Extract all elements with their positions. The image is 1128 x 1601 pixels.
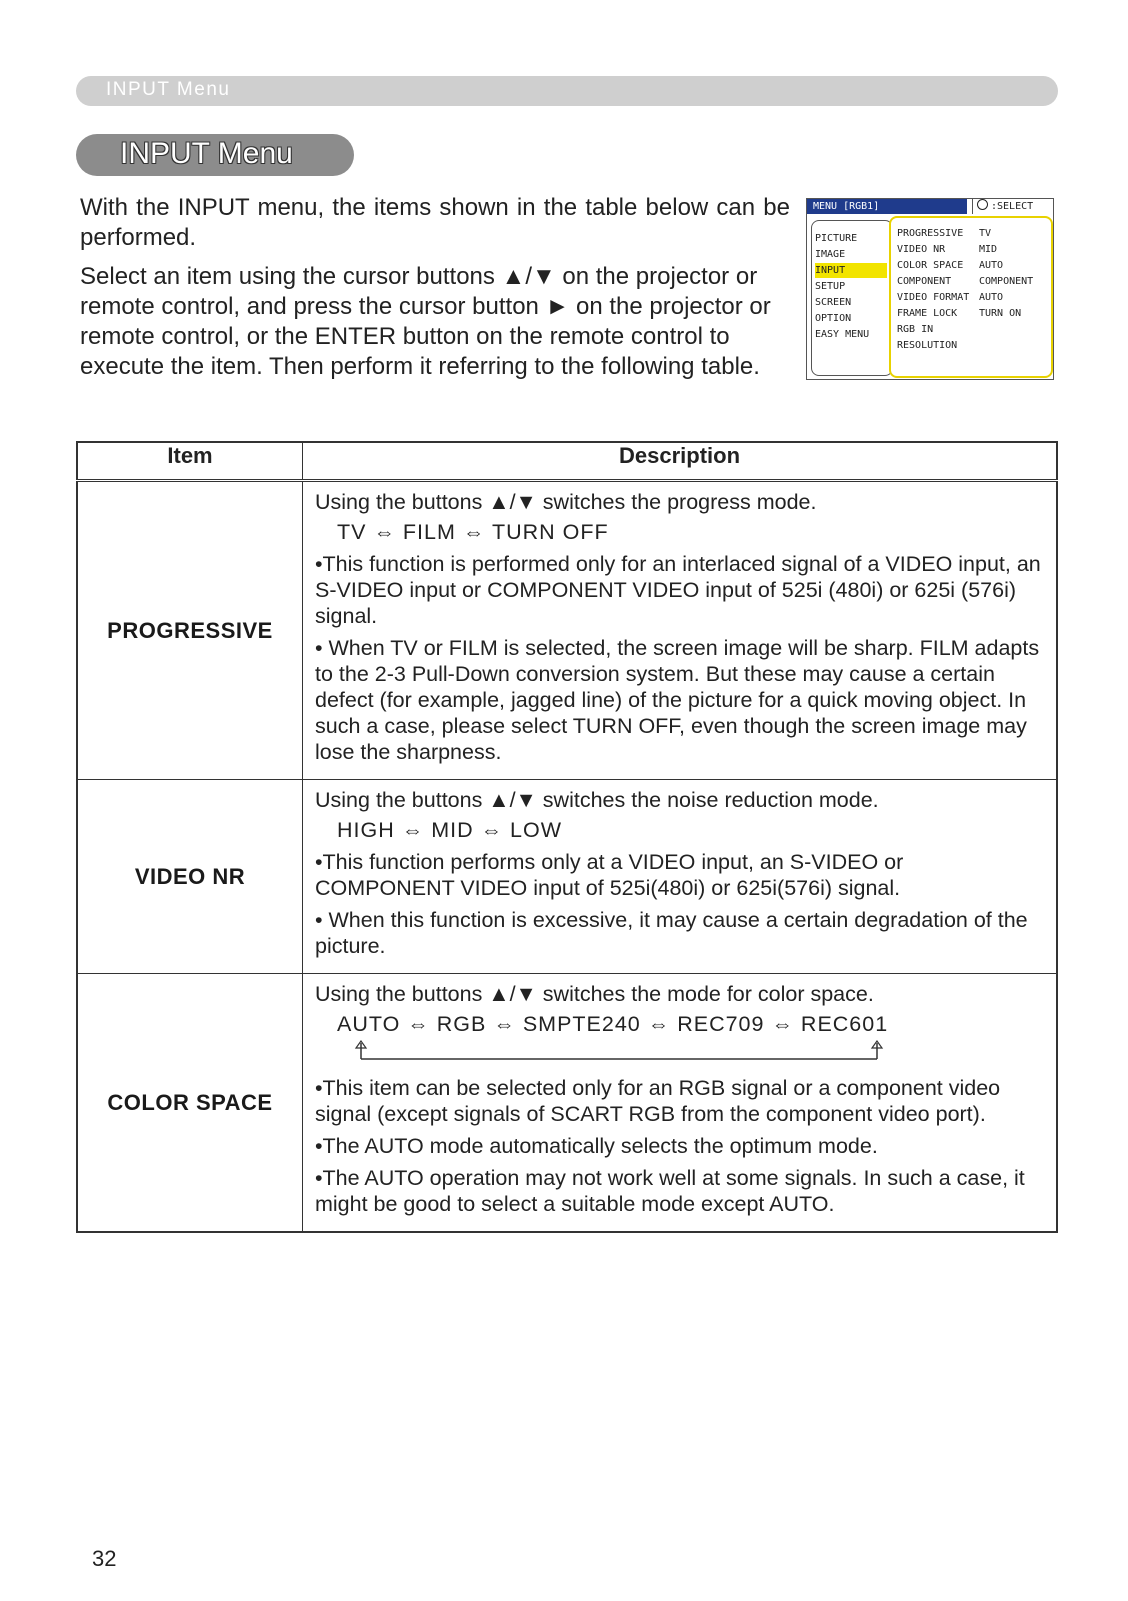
description-note: •The AUTO mode automatically selects the optimum mode. <box>315 1134 878 1158</box>
osd-submenu-panel <box>889 216 1053 378</box>
section-header-label: INPUT Menu <box>106 79 231 100</box>
osd-submenu-row <box>897 274 1034 289</box>
osd-select-label: :SELECT <box>991 201 1034 212</box>
item-cell: VIDEO NR <box>77 780 303 974</box>
osd-row-name: FRAME LOCK <box>897 308 958 319</box>
osd-row-value: TV <box>979 228 992 239</box>
osd-submenu-row <box>897 242 998 257</box>
osd-row-name: COLOR SPACE <box>897 260 964 271</box>
description-note: •This item can be selected only for an RGB signal or a component video signal (except signals of SCART RGB from the component video port). <box>315 1076 1001 1126</box>
mode-sequence: AUTO ⇔ RGB ⇔ SMPTE240 ⇔ REC709 ⇔ REC601 <box>337 1012 889 1036</box>
mode-sequence: TV ⇔ FILM ⇔ TURN OFF <box>337 520 609 544</box>
table-header-row <box>77 442 1057 481</box>
column-header-item: Item <box>77 442 303 481</box>
loop-back-arrow-icon <box>353 1039 885 1061</box>
osd-row-name: VIDEO FORMAT <box>897 292 970 303</box>
description-note: •This function performs only at a VIDEO input, an S-VIDEO or COMPONENT VIDEO input of 525i(480i) or 625i(576i) signal. <box>315 850 904 900</box>
description-lead: Using the buttons ▲/▼ switches the mode for color space. <box>315 982 874 1006</box>
osd-submenu-row <box>897 258 1004 273</box>
osd-menu-item: SCREEN <box>815 297 852 308</box>
table-row-color-space <box>77 974 1057 1233</box>
item-cell: COLOR SPACE <box>77 974 303 1233</box>
osd-menu-list <box>811 220 893 376</box>
description-lead: Using the buttons ▲/▼ switches the progress mode. <box>315 490 817 514</box>
select-button-icon <box>977 199 988 210</box>
osd-menu-item: EASY MENU <box>815 329 870 340</box>
intro-paragraph-1: With the INPUT menu, the items shown in the table below can be performed. <box>80 194 790 251</box>
osd-menu-item: PICTURE <box>815 233 858 244</box>
input-menu-table <box>76 441 1058 1233</box>
osd-submenu-row <box>897 226 992 241</box>
description-cell <box>303 481 1058 780</box>
osd-row-name: RESOLUTION <box>897 340 958 351</box>
osd-menu-item: IMAGE <box>815 249 846 260</box>
mode-sequence: HIGH ⇔ MID ⇔ LOW <box>337 818 563 842</box>
osd-submenu-row <box>897 338 957 353</box>
osd-row-value: COMPONENT <box>979 276 1034 287</box>
osd-menu-item: OPTION <box>815 313 852 324</box>
page-number: 32 <box>92 1546 117 1571</box>
osd-row-value: AUTO <box>979 260 1004 271</box>
column-header-description: Description <box>303 442 1058 481</box>
description-note: • When this function is excessive, it may cause a certain degradation of the picture. <box>315 908 1028 958</box>
description-lead: Using the buttons ▲/▼ switches the noise reduction mode. <box>315 788 879 812</box>
osd-menu-label: MENU [RGB1] <box>807 199 967 214</box>
osd-row-name: VIDEO NR <box>897 244 946 255</box>
osd-row-name: COMPONENT <box>897 276 952 287</box>
item-cell: PROGRESSIVE <box>77 481 303 780</box>
description-note: •The AUTO operation may not work well at some signals. In such a case, it might be good to select a suitable mode except AUTO. <box>315 1166 1025 1216</box>
osd-row-value: MID <box>979 244 998 255</box>
section-header-bar <box>76 76 1058 106</box>
osd-select-hint <box>972 199 1053 214</box>
osd-row-value: AUTO <box>979 292 1004 303</box>
description-note: • When TV or FILM is selected, the screen image will be sharp. FILM adapts to the 2-3 Pull-Down conversion system. But these may cause a certain defect (for example, jagged line) of the picture for a quick moving object. In such a case, please select TURN OFF, even though the screen image may lose the sharpness. <box>315 636 1040 764</box>
osd-row-name: PROGRESSIVE <box>897 228 964 239</box>
page-title-pill <box>76 134 354 176</box>
intro-paragraph-2: Select an item using the cursor buttons ▲/▼ on the projector or remote control, and press the cursor button ► on the projector or remote control, or the ENTER button on the remote control to execute the item. Then perform it referring to the following table. <box>80 263 771 380</box>
osd-menu-item: SETUP <box>815 281 846 292</box>
osd-row-name: RGB IN <box>897 324 934 335</box>
description-cell <box>303 974 1058 1233</box>
osd-row-value: TURN ON <box>979 308 1022 319</box>
osd-submenu-row <box>897 290 1004 305</box>
osd-submenu-row <box>897 306 1022 321</box>
description-note: •This function is performed only for an interlaced signal of a VIDEO input, an S-VIDEO input or COMPONENT VIDEO input of 525i (480i) or 625i (576i) signal. <box>315 552 1041 628</box>
page-title: INPUT Menu <box>120 137 293 170</box>
table-row-progressive <box>77 481 1057 780</box>
description-cell <box>303 780 1058 974</box>
osd-top-bar <box>807 199 1053 214</box>
osd-submenu-row <box>897 322 933 337</box>
osd-menu-screenshot <box>806 198 1054 380</box>
table-row-video-nr <box>77 780 1057 974</box>
osd-menu-item-selected: INPUT <box>815 263 887 278</box>
